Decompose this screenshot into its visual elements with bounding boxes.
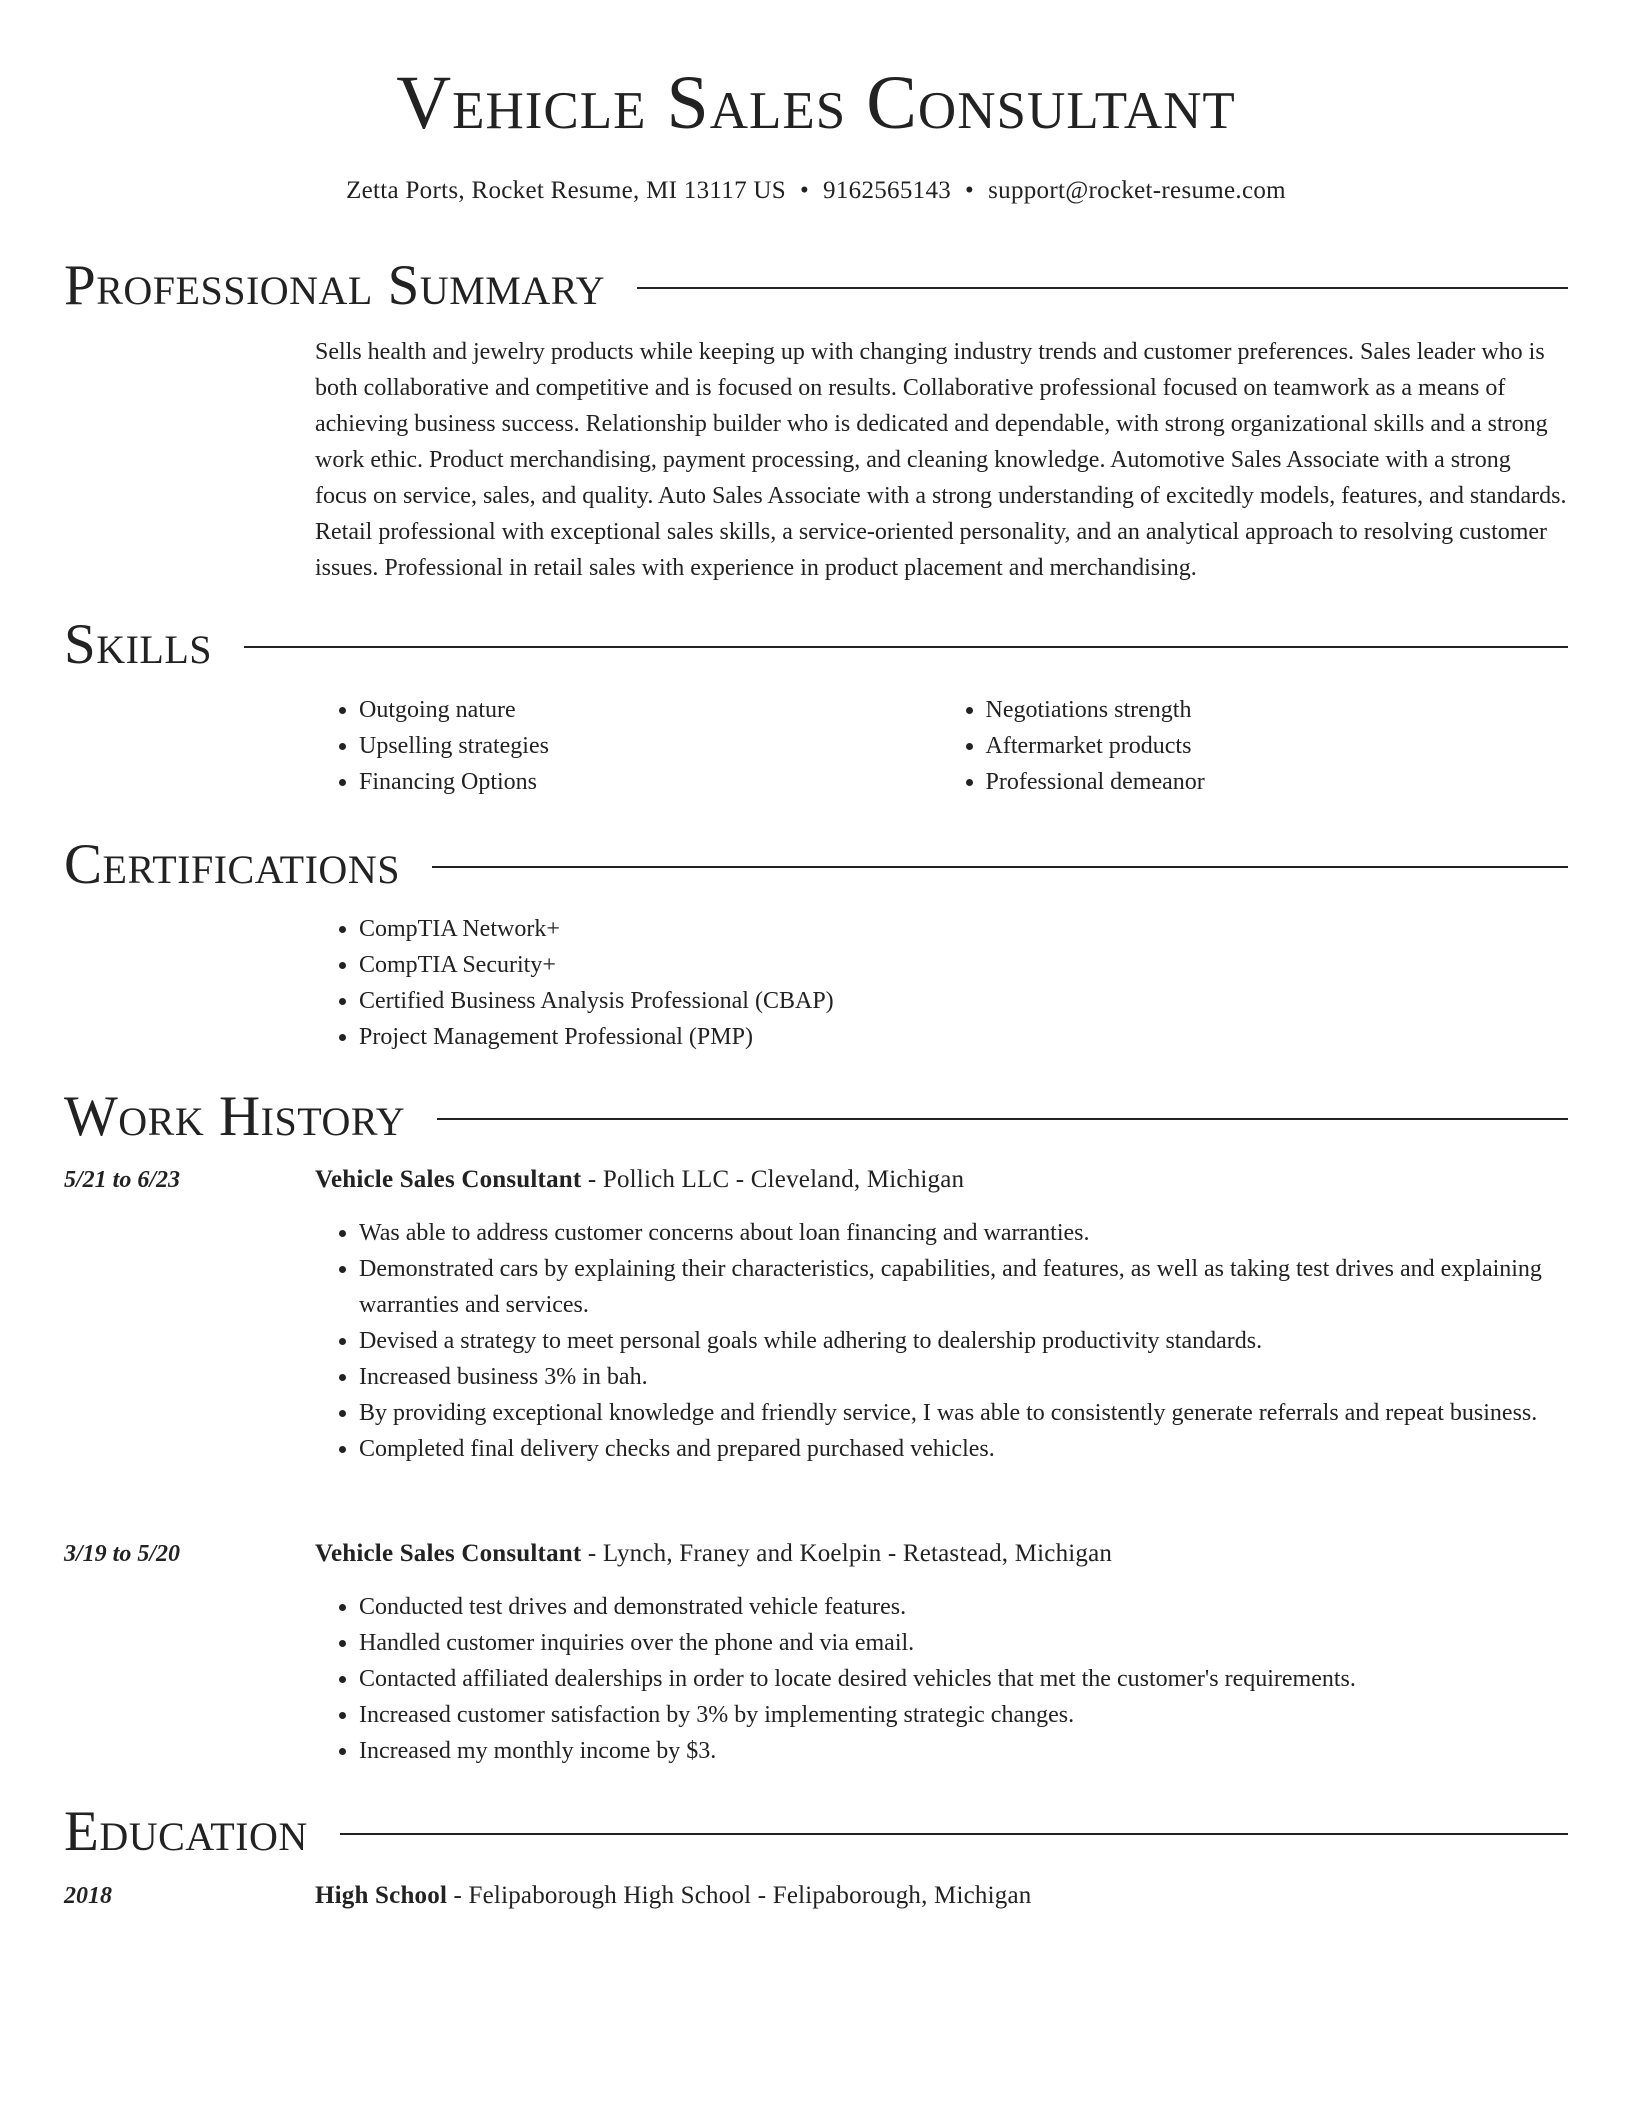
skill-item: • Upselling strategies xyxy=(359,728,942,764)
education-title: Education xyxy=(64,1800,308,1863)
skill-item: • Aftermarket products xyxy=(986,728,1569,764)
work-history-title: Work History xyxy=(64,1085,406,1148)
contact-address: Zetta Ports, Rocket Resume, MI 13117 US xyxy=(346,177,786,204)
section-divider xyxy=(432,866,1568,868)
certifications-section-heading xyxy=(64,830,1568,900)
skills-column-right xyxy=(942,692,1569,800)
section-divider xyxy=(637,287,1568,289)
skill-item: • Outgoing nature xyxy=(359,692,942,728)
work-duty-item: • Increased business 3% in bah. xyxy=(359,1359,1568,1395)
work-duties xyxy=(315,1589,1568,1769)
work-position: Vehicle Sales Consultant xyxy=(315,1166,582,1193)
work-entry xyxy=(64,1162,1568,1467)
skill-item: • Financing Options xyxy=(359,764,942,800)
work-duty-item: • Increased my monthly income by $3. xyxy=(359,1733,1568,1769)
certifications-title: Certifications xyxy=(64,833,400,896)
contact-separator: • xyxy=(799,177,810,204)
work-duty-item: • Handled customer inquiries over the phone and via email. xyxy=(359,1625,1568,1661)
section-divider xyxy=(340,1833,1568,1835)
skills-section-heading xyxy=(64,610,1568,680)
work-employer: - Lynch, Franey and Koelpin - Retastead, Michigan xyxy=(581,1540,1113,1567)
summary-title: Professional Summary xyxy=(64,254,606,317)
work-duty-item: • Increased customer satisfaction by 3% by implementing strategic changes. xyxy=(359,1697,1568,1733)
work-dates: 3/19 to 5/20 xyxy=(64,1541,181,1567)
contact-phone: 9162565143 xyxy=(823,177,952,204)
section-divider xyxy=(437,1118,1568,1120)
work-entry xyxy=(64,1536,1568,1769)
education-title-line xyxy=(315,1878,1568,1914)
contact-email: support@rocket-resume.com xyxy=(988,177,1286,204)
contact-separator: • xyxy=(965,177,975,204)
work-duty-item: • Was able to address customer concerns about loan financing and warranties. xyxy=(359,1215,1568,1251)
certifications-list xyxy=(315,911,1568,1055)
skill-item: • Professional demeanor xyxy=(986,764,1569,800)
work-dates: 5/21 to 6/23 xyxy=(64,1167,181,1193)
work-title-line xyxy=(315,1536,1568,1572)
work-duty-item: • Completed final delivery checks and prepared purchased vehicles. xyxy=(359,1431,1568,1467)
section-divider xyxy=(244,646,1568,648)
education-degree: High School xyxy=(315,1882,448,1909)
skill-item: • Negotiations strength xyxy=(986,692,1569,728)
work-duty-item: • Contacted affiliated dealerships in order to locate desired vehicles that met the customer's requirements. xyxy=(359,1661,1568,1697)
work-duty-item: • Demonstrated cars by explaining their characteristics, capabilities, and features, as well as taking test drives and explaining warranties and services. xyxy=(359,1251,1568,1323)
work-employer: - Pollich LLC - Cleveland, Michigan xyxy=(581,1166,965,1193)
work-duty-item: • Conducted test drives and demonstrated vehicle features. xyxy=(359,1589,1568,1625)
education-section-heading xyxy=(64,1797,1568,1867)
work-position: Vehicle Sales Consultant xyxy=(315,1540,582,1567)
work-duty-item: • By providing exceptional knowledge and friendly service, I was able to consistently generate referrals and repeat business. xyxy=(359,1395,1568,1431)
resume-name: Vehicle Sales Consultant xyxy=(396,61,1236,145)
certification-item: • Project Management Professional (PMP) xyxy=(359,1019,1568,1055)
certification-item: • Certified Business Analysis Professional (CBAP) xyxy=(359,983,1568,1019)
skills-list xyxy=(315,692,1568,800)
skills-column-left xyxy=(315,692,942,800)
work-duty-item: • Devised a strategy to meet personal goals while adhering to dealership productivity standards. xyxy=(359,1323,1568,1359)
education-school: - Felipaborough High School - Felipaborough, Michigan xyxy=(447,1882,1032,1909)
certification-item: • CompTIA Network+ xyxy=(359,911,1568,947)
summary-section-heading xyxy=(64,251,1568,321)
certification-item: • CompTIA Security+ xyxy=(359,947,1568,983)
education-year: 2018 xyxy=(64,1883,112,1909)
summary-text: Sells health and jewelry products while keeping up with changing industry trends and customer preferences. Sales leader who is both collaborative and competitive and is focused on results. Collaborative professional focused on teamwork as a means of achieving business success. Relationship builder who is dedicated and dependable, with strong organizational skills and a strong work ethic. Product merchandising, payment processing, and cleaning knowledge. Automotive Sales Associate with a strong focus on service, sales, and quality. Auto Sales Associate with a strong understanding of excitedly models, features, and standards. Retail professional with exceptional sales skills, a service-oriented personality, and an analytical approach to resolving customer issues. Professional in retail sales with experience in product placement and merchandising. xyxy=(315,339,1567,581)
contact-line xyxy=(0,174,1632,208)
work-history-section-heading xyxy=(64,1082,1568,1152)
education-entry xyxy=(64,1878,1568,1914)
work-title-line xyxy=(315,1162,1568,1198)
skills-title: Skills xyxy=(64,613,213,676)
work-duties xyxy=(315,1215,1568,1467)
